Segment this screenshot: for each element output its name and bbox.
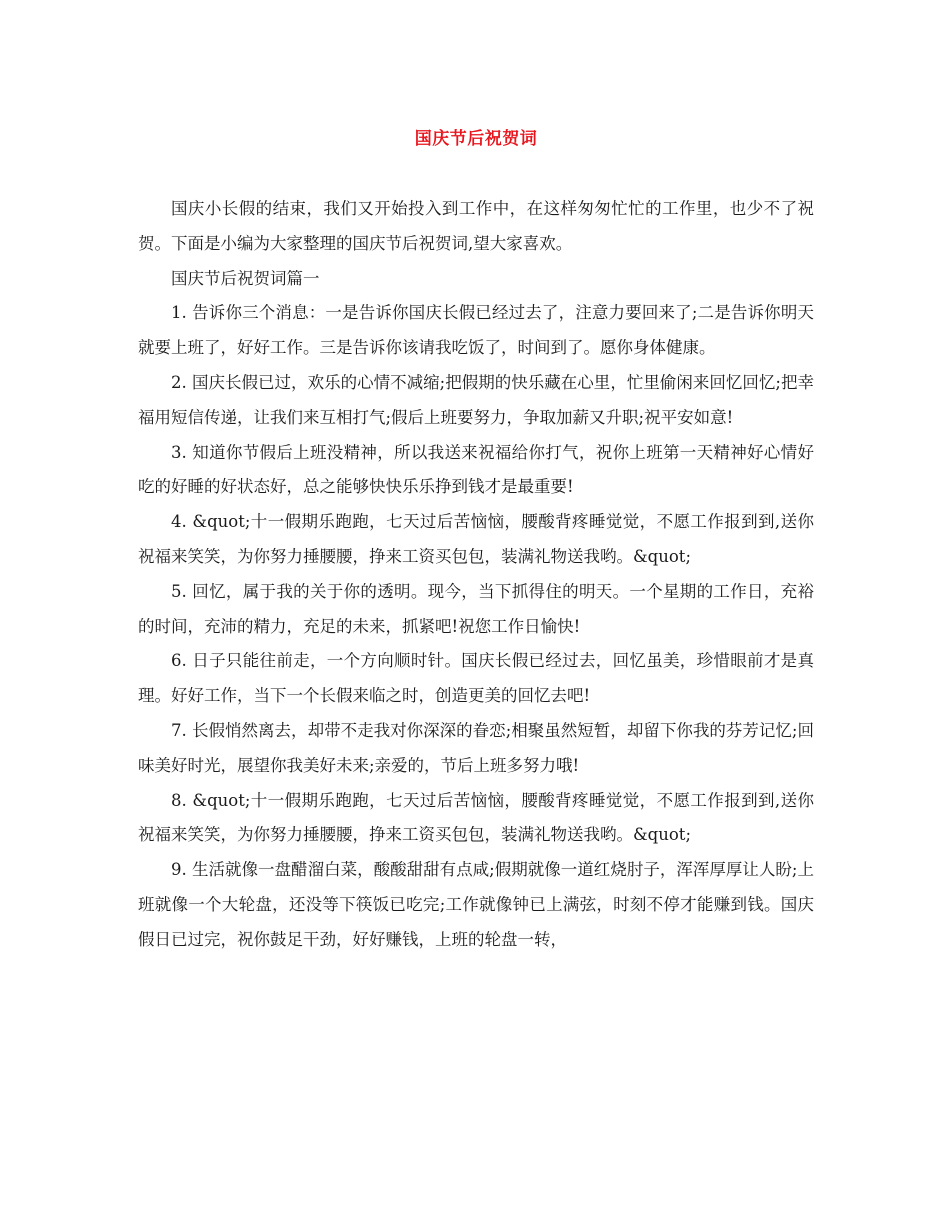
greeting-item-2: 2. 国庆长假已过，欢乐的心情不减缩;把假期的快乐藏在心里，忙里偷闲来回忆回忆;把幸福用短信传递，让我们来互相打气;假后上班要努力，争取加薪又升职;祝平安如意! (138, 372, 814, 427)
intro-paragraph: 国庆小长假的结束，我们又开始投入到工作中，在这样匆匆忙忙的工作里，也少不了祝贺。下面是小编为大家整理的国庆节后祝贺词,望大家喜欢。 (138, 199, 814, 253)
greeting-item-8: 8. &quot;十一假期乐跑跑，七天过后苦恼恼，腰酸背疼睡觉觉，不愿工作报到到,送你祝福来笑笑，为你努力捶腰腰，挣来工资买包包，装满礼物送我哟。&quot; (138, 790, 814, 845)
greeting-item-6: 6. 日子只能往前走，一个方向顺时针。国庆长假已经过去，回忆虽美，珍惜眼前才是真理。好好工作，当下一个长假来临之时，创造更美的回忆去吧! (138, 651, 814, 706)
greeting-item-7: 7. 长假悄然离去，却带不走我对你深深的眷恋;相聚虽然短暂，却留下你我的芬芳记忆;回味美好时光，展望你我美好未来;亲爱的，节后上班多努力哦! (138, 720, 814, 775)
greeting-item-1: 1. 告诉你三个消息：一是告诉你国庆长假已经过去了，注意力要回来了;二是告诉你明天就要上班了，好好工作。三是告诉你该请我吃饭了，时间到了。愿你身体健康。 (138, 303, 814, 358)
greeting-item-3: 3. 知道你节假后上班没精神，所以我送来祝福给你打气，祝你上班第一天精神好心情好吃的好睡的好状态好，总之能够快快乐乐挣到钱才是最重要! (138, 442, 814, 497)
greeting-item-4: 4. &quot;十一假期乐跑跑，七天过后苦恼恼，腰酸背疼睡觉觉，不愿工作报到到,送你祝福来笑笑，为你努力捶腰腰，挣来工资买包包，装满礼物送我哟。&quot; (138, 512, 814, 566)
section-heading: 国庆节后祝贺词篇一 (171, 268, 320, 288)
document-body (138, 192, 814, 958)
greeting-item-5: 5. 回忆，属于我的关于你的透明。现今，当下抓得住的明天。一个星期的工作日，充裕的时间，充沛的精力，充足的未来，抓紧吧!祝您工作日愉快! (138, 581, 814, 636)
document-title: 国庆节后祝贺词 (414, 129, 538, 149)
greeting-item-9: 9. 生活就像一盘醋溜白菜，酸酸甜甜有点咸;假期就像一道红烧肘子，浑浑厚厚让人盼;上班就像一个大轮盘，还没等下筷饭已吃完;工作就像钟已上满弦，时刻不停才能赚到钱。国庆假日已过完，祝你鼓足干劲，好好赚钱，上班的轮盘一转， (138, 860, 814, 949)
